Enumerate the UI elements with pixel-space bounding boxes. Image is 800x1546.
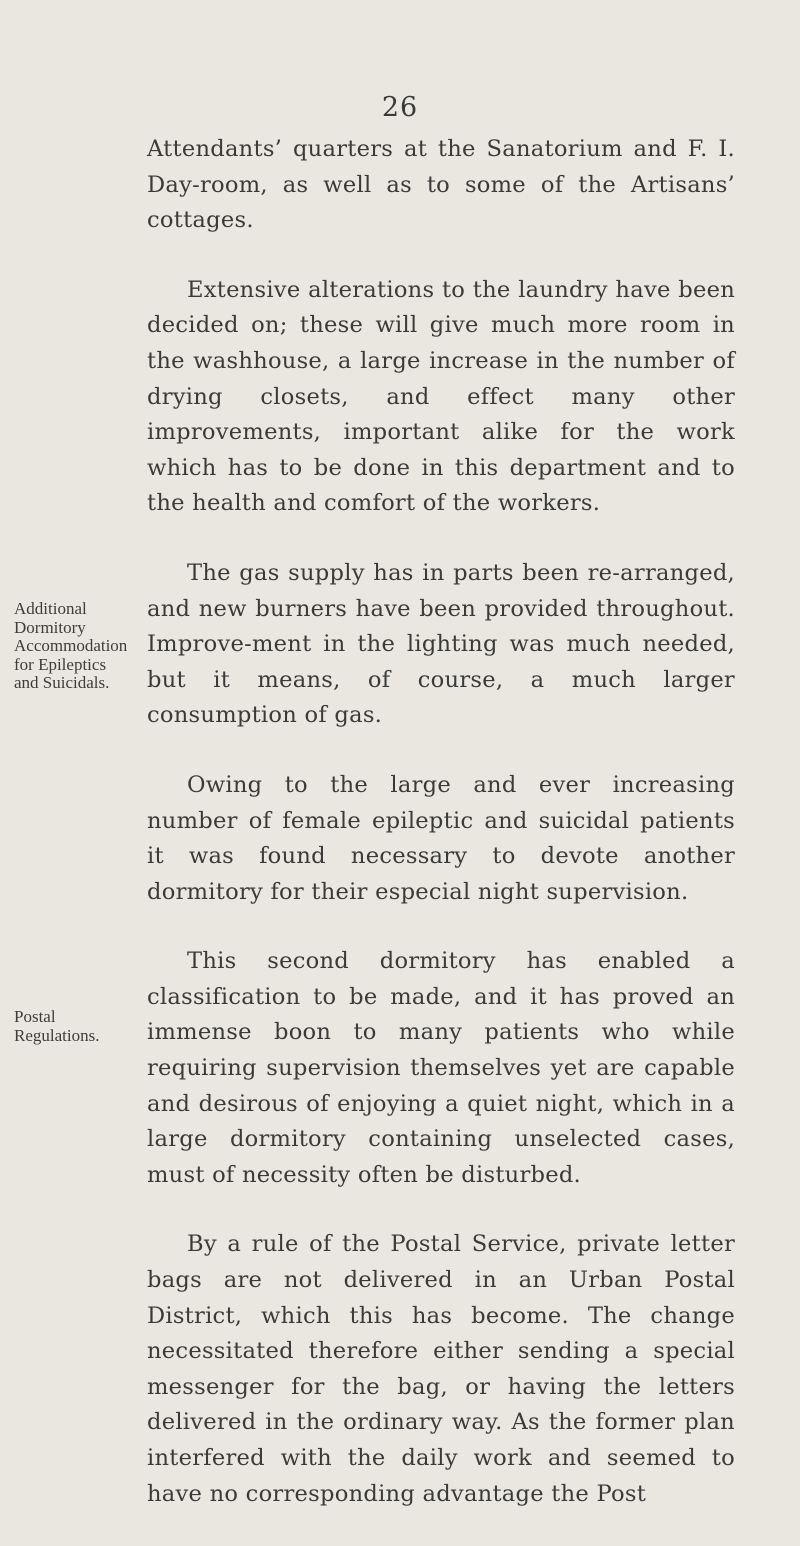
paragraph-attendants-quarters: Attendants’ quarters at the Sanatorium and F. I. Day-room, as well as to some of the Artisans’ cottages. [147,136,735,234]
side-note-line: Postal [14,1007,56,1026]
page-number: 26 [381,92,419,123]
side-note-postal [14,1008,144,1045]
paragraph-postal-service: By a rule of the Postal Service, private letter bags are not delivered in an Urban Postal District, which this has become. The change necessitated therefore either sending a special messenger for the bag, or having the letters delivered in the ordinary way. As the former plan interfered with the daily work and seemed to have no corresponding advantage the Post [147,1231,735,1507]
paragraph-second-dormitory: This second dormitory has enabled a classification to be made, and it has proved an immense boon to many patients who while requiring supervision themselves yet are capable and desirous of enjoying a quiet night, which in a large dormitory containing unselected cases, must of necessity often be disturbed. [147,948,735,1188]
side-note-line: Additional [14,599,87,618]
side-note-line: for Epileptics [14,654,107,674]
side-note-dormitory [14,600,144,693]
paragraph-additional-dormitory: Owing to the large and ever increasing number of female epileptic and suicidal patients it was found necessary to devote another dormitory for their especial night supervision. [147,771,735,905]
paragraph-laundry-alterations: Extensive alterations to the laundry have been decided on; these will give much more room in the washhouse, a large increase in the number of drying closets, and effect many other improvements, important alike for the work which has to be done in this department and to the health and comfort of the workers. [147,276,735,517]
side-note-line: Dormitory [14,617,86,637]
side-note-line: Accommodation [14,636,128,655]
paragraph-gas-supply: The gas supply has in parts been re-arranged, and new burners have been provided throughout. Improve-ment in the lighting was much needed, but it means, of course, a much larger consumption of gas. [147,559,735,729]
side-note-line: Regulations. [14,1025,100,1045]
body-text [147,132,735,1546]
side-note-line: and Suicidals. [14,673,110,692]
